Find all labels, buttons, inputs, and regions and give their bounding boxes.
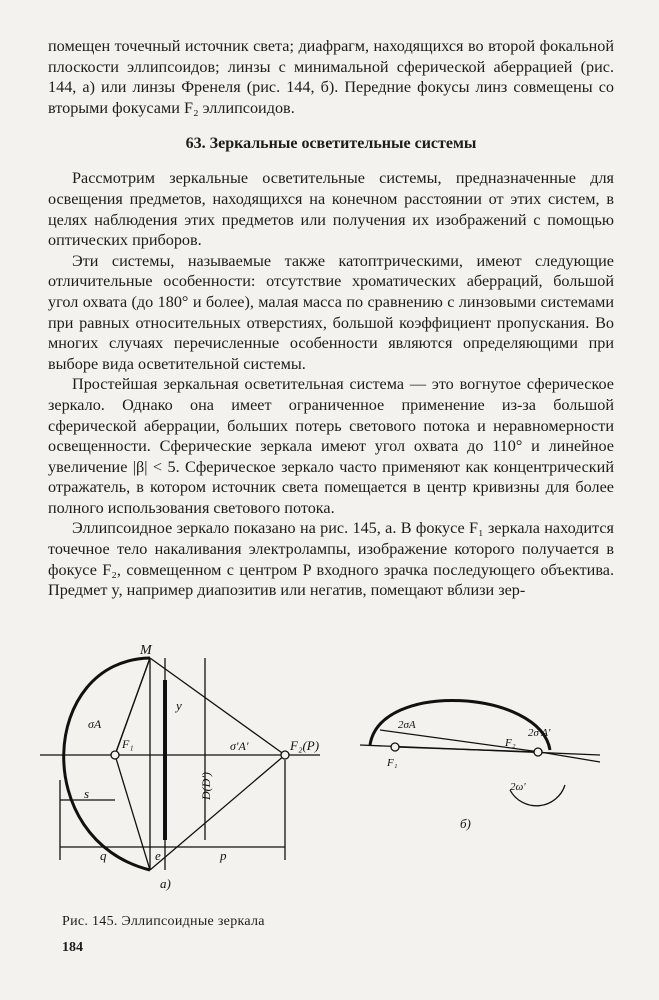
figure-caption: Рис. 145. Эллипсоидные зеркала <box>62 914 265 929</box>
label-sigmaA: σA <box>88 717 102 731</box>
label-F2-b: F₂ <box>505 737 516 749</box>
label-2sigmaA: 2σA <box>398 719 416 731</box>
label-F2P: F₂(P) <box>290 738 320 753</box>
page-text <box>48 36 614 601</box>
paragraph: Рассмотрим зеркальные осветительные системы, предназначенные для освещения предметов, находящихся на конечном расстоянии от этих систем, в целях наблюдения этих предметов или получения их изображений с помощью оптических приборов. <box>48 169 614 250</box>
label-y: y <box>176 698 182 713</box>
label-s: s <box>84 786 90 801</box>
label-sigmaA2: σ'A' <box>230 739 249 753</box>
paragraph: Эллипсоидное зеркало показано на рис. 145, а. В фокусе F₁ зеркала находится точечное тело накаливания электролампы, изображение которого получается в фокусе F₂, совмещенном с центром P входного зрачка последующего объектива. Предмет y, например диапозитив или негатив, помещают вблизи зер- <box>48 519 614 600</box>
label-F1-b: F₁ <box>387 757 398 769</box>
figure-diagram <box>0 640 659 900</box>
label-2omega: 2ω' <box>510 781 526 793</box>
label-M: M <box>140 643 152 658</box>
page-number: 184 <box>62 940 83 955</box>
figure-145 <box>0 640 659 900</box>
label-D: D(D') <box>199 772 213 800</box>
label-a: а) <box>160 876 171 891</box>
label-2sigmaA2: 2σ'A' <box>528 727 551 739</box>
label-p: p <box>220 848 227 863</box>
mirror-arc-b <box>370 700 550 750</box>
section-heading: 63. Зеркальные осветительные системы <box>185 135 477 153</box>
paragraph: Простейшая зеркальная осветительная система — это вогнутое сферическое зеркало. Однако она имеет ограниченное применение из-за большой сферической аберрации, больших потерь светового потока и неравномерности освещенности. Сферические зеркала имеют угол охвата до 110° и линейное увеличение |β| < 5. Сферическое зеркало часто применяют как концентрический отражатель, в котором источник света помещается в центр кривизны для более полного использования светового потока. <box>48 375 614 517</box>
paragraph: Эти системы, называемые также катоптрическими, имеют следующие отличительные особенности: отсутствие хроматических аберраций, большой угол охвата (до 180° и более), малая масса по сравнению с линзовыми системами при равных относительных отверстиях, большой коэффициент пропускания. Во многих случаях перечисленные особенности являются определяющими при выборе вида осветительной системы. <box>48 251 614 373</box>
label-F1: F₁ <box>122 737 134 751</box>
label-e: e <box>155 848 161 863</box>
label-b: б) <box>460 816 471 831</box>
label-q: q <box>100 848 107 863</box>
mirror-arc-a <box>64 658 150 870</box>
paragraph: помещен точечный источник света; диафрагм, находящихся во второй фокальной плоскости эллипсоидов; линзы с минимальной сферической аберрацией (рис. 144, а) или линзы Френеля (рис. 144, б). Передние фокусы линз совмещены со вторыми фокусами F₂ эллипсоидов. <box>48 37 614 117</box>
